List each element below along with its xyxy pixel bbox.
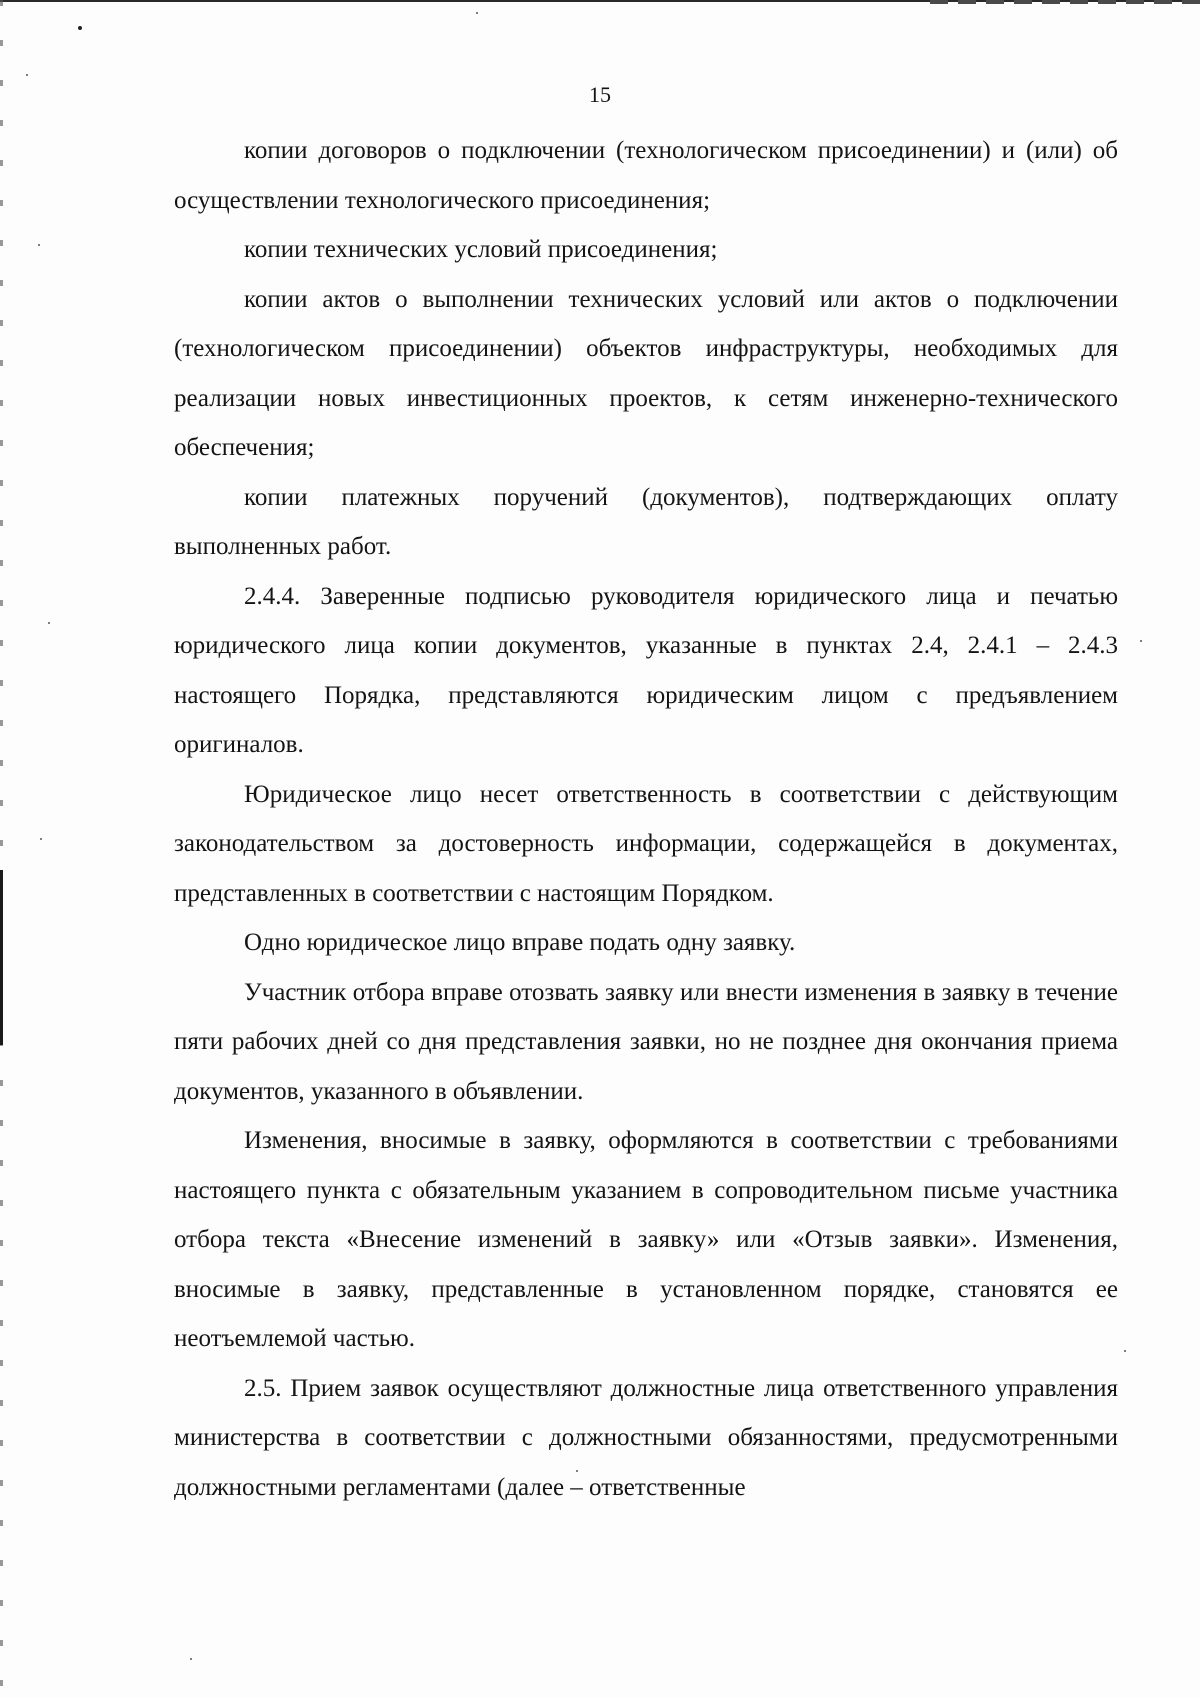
scan-speck	[26, 74, 28, 76]
paragraph: копии технических условий присоединения;	[244, 236, 718, 263]
scan-speck	[78, 26, 82, 30]
scan-edge-dashes	[930, 0, 1200, 4]
scan-speck	[40, 838, 42, 840]
scan-speck	[38, 244, 40, 246]
page-number: 15	[589, 82, 611, 107]
paragraph: Юридическое лицо несет ответственность в соответствии с действующим законодательством за достоверность информации, содержащейся в документах, представленных в соответствии с настоящим Порядком.	[174, 780, 1118, 907]
scan-speck	[190, 1658, 192, 1660]
scan-speck	[1124, 1350, 1126, 1352]
paragraph: Одно юридическое лицо вправе подать одну заявку.	[244, 929, 796, 956]
paragraph: 2.5. Прием заявок осуществляют должностные лица ответственного управления министерства в соответствии с должностными обязанностями, предусмотренными должностными регламентами (далее – ответственные	[174, 1374, 1118, 1501]
paragraph: Изменения, вносимые в заявку, оформляются в соответствии с требованиями настоящего пункта с обязательным указанием в сопроводительном письме участника отбора текста «Внесение изменений в заявку» или «Отзыв заявки». Изменения, вносимые в заявку, представленные в установленном порядке, становятся ее неотъемлемой частью.	[174, 1127, 1118, 1352]
scan-left-edge	[0, 0, 3, 1697]
scan-speck	[1140, 640, 1142, 642]
scan-left-bar	[0, 870, 3, 1045]
scan-speck	[476, 12, 478, 14]
document-body	[174, 126, 1118, 1512]
scan-speck	[48, 622, 50, 624]
paragraph: копии договоров о подключении (технологическом присоединении) и (или) об осуществлении технологического присоединения;	[174, 137, 1118, 214]
paragraph: Участник отбора вправе отозвать заявку или внести изменения в заявку в течение пяти рабочих дней со дня представления заявки, но не позднее дня окончания приема документов, указанного в объявлении.	[174, 978, 1118, 1105]
paragraph: копии платежных поручений (документов), подтверждающих оплату выполненных работ.	[174, 483, 1118, 560]
paragraph: копии актов о выполнении технических условий или актов о подключении (технологическом присоединении) объектов инфраструктуры, необходимых для реализации новых инвестиционных проектов, к сетям инженерно-технического обеспечения;	[174, 285, 1118, 461]
paragraph: 2.4.4. Заверенные подписью руководителя юридического лица и печатью юридического лица копии документов, указанные в пунктах 2.4, 2.4.1 – 2.4.3 настоящего Порядка, представляются юридическим лицом с предъявлением оригиналов.	[174, 582, 1118, 758]
